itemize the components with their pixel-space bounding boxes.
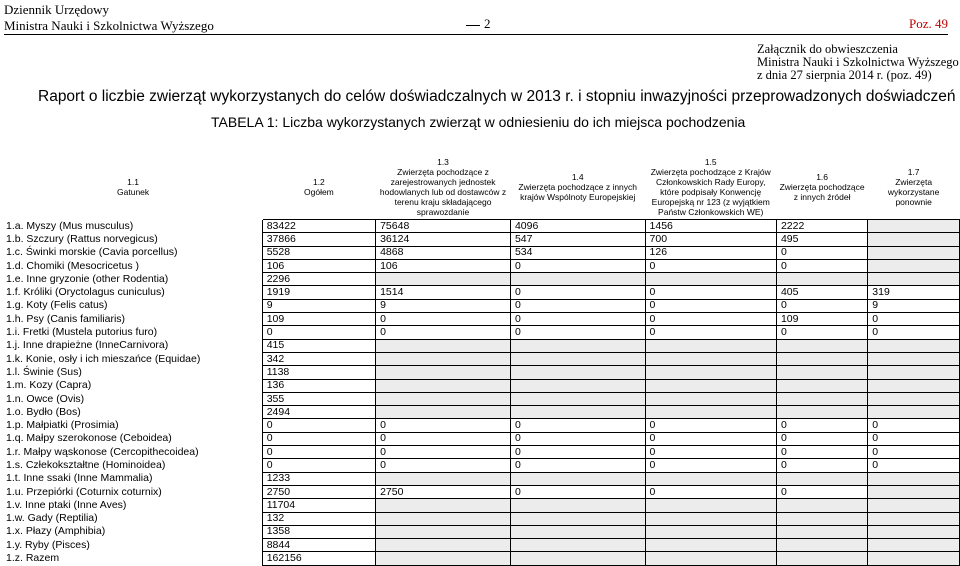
table-row	[4, 499, 960, 512]
species-label: 1.w. Gady (Reptilia)	[4, 512, 262, 525]
species-label: 1.t. Inne ssaki (Inne Mammalia)	[4, 472, 262, 485]
shaded-cell	[645, 406, 776, 419]
species-label: 1.n. Owce (Ovis)	[4, 392, 262, 405]
annex-line-1: Załącznik do obwieszczenia	[757, 42, 898, 56]
value-cell: 547	[510, 233, 645, 246]
value-cell: 0	[262, 419, 375, 432]
table-body	[4, 220, 960, 566]
table-row	[4, 512, 960, 525]
value-cell: 0	[510, 313, 645, 326]
value-cell: 0	[645, 299, 776, 312]
column-label: Zwierzęta pochodzące z zarejestrowanych jednostek hodowlanych lub od dostawców z terenu kraju składającego sprawozdanie	[379, 167, 507, 217]
shaded-cell	[645, 339, 776, 352]
shaded-cell	[868, 273, 960, 286]
value-cell: 0	[510, 459, 645, 472]
value-cell: 2494	[262, 406, 375, 419]
table-row	[4, 259, 960, 272]
value-cell: 0	[776, 459, 867, 472]
value-cell: 0	[510, 432, 645, 445]
value-cell: 0	[376, 432, 511, 445]
column-code: 1.3	[437, 157, 449, 167]
table-row	[4, 220, 960, 233]
species-label: 1.g. Koty (Felis catus)	[4, 299, 262, 312]
shaded-cell	[376, 499, 511, 512]
shaded-cell	[868, 366, 960, 379]
annex-line-3: z dnia 27 sierpnia 2014 r. (poz. 49)	[757, 68, 932, 82]
column-header-6	[776, 155, 867, 220]
shaded-cell	[510, 273, 645, 286]
shaded-cell	[868, 472, 960, 485]
table-row	[4, 273, 960, 286]
species-label: 1.u. Przepiórki (Coturnix coturnix)	[4, 485, 262, 498]
value-cell: 0	[510, 446, 645, 459]
shaded-cell	[776, 406, 867, 419]
shaded-cell	[868, 539, 960, 552]
annex-note	[757, 43, 959, 82]
table-header	[4, 155, 960, 220]
value-cell: 0	[868, 326, 960, 339]
shaded-cell	[868, 233, 960, 246]
table-row	[4, 485, 960, 498]
value-cell: 342	[262, 352, 375, 365]
shaded-cell	[776, 499, 867, 512]
shaded-cell	[645, 472, 776, 485]
journal-line-2: Ministra Nauki i Szkolnictwa Wyższego	[4, 18, 214, 33]
shaded-cell	[868, 525, 960, 538]
shaded-cell	[868, 485, 960, 498]
shaded-cell	[376, 406, 511, 419]
value-cell: 0	[776, 432, 867, 445]
value-cell: 2750	[376, 485, 511, 498]
value-cell: 9	[376, 299, 511, 312]
report-title: Raport o liczbie zwierząt wykorzystanych do celów doświadczalnych w 2013 r. i stopniu inwazyjności przeprowadzonych doświadczeń	[38, 88, 956, 105]
shaded-cell	[868, 246, 960, 259]
value-cell: 1456	[645, 220, 776, 233]
shaded-cell	[776, 472, 867, 485]
value-cell: 8844	[262, 539, 375, 552]
shaded-cell	[868, 259, 960, 272]
shaded-cell	[510, 352, 645, 365]
value-cell: 136	[262, 379, 375, 392]
shaded-cell	[510, 392, 645, 405]
value-cell: 0	[868, 459, 960, 472]
value-cell: 0	[868, 432, 960, 445]
species-label: 1.c. Świnki morskie (Cavia porcellus)	[4, 246, 262, 259]
shaded-cell	[868, 220, 960, 233]
table-row	[4, 406, 960, 419]
value-cell: 0	[376, 446, 511, 459]
shaded-cell	[376, 552, 511, 565]
species-label: 1.l. Świnie (Sus)	[4, 366, 262, 379]
shaded-cell	[376, 539, 511, 552]
shaded-cell	[510, 539, 645, 552]
shaded-cell	[868, 499, 960, 512]
species-label: 1.o. Bydło (Bos)	[4, 406, 262, 419]
shaded-cell	[776, 392, 867, 405]
shaded-cell	[776, 539, 867, 552]
species-label: 1.a. Myszy (Mus musculus)	[4, 220, 262, 233]
value-cell: 0	[376, 313, 511, 326]
shaded-cell	[645, 552, 776, 565]
value-cell: 106	[262, 259, 375, 272]
value-cell: 0	[776, 259, 867, 272]
shaded-cell	[776, 525, 867, 538]
value-cell: 415	[262, 339, 375, 352]
column-label: Zwierzęta pochodzące z innych źródeł	[779, 182, 865, 202]
table-row	[4, 459, 960, 472]
shaded-cell	[645, 392, 776, 405]
column-label: Zwierzęta wykorzystane ponownie	[887, 177, 940, 207]
value-cell: 0	[376, 326, 511, 339]
table-row	[4, 313, 960, 326]
value-cell: 9	[868, 299, 960, 312]
value-cell: 1233	[262, 472, 375, 485]
value-cell: 0	[645, 419, 776, 432]
value-cell: 0	[510, 419, 645, 432]
shaded-cell	[510, 512, 645, 525]
column-label: Zwierzęta pochodzące z Krajów Członkowskich Rady Europy, które podpisały Konwencję Europejską nr 123 (z wyjątkiem Państw Członkowskich WE)	[650, 167, 771, 217]
column-label: Gatunek	[117, 187, 150, 197]
value-cell: 0	[510, 485, 645, 498]
species-label: 1.y. Ryby (Pisces)	[4, 539, 262, 552]
value-cell: 2750	[262, 485, 375, 498]
value-cell: 0	[645, 459, 776, 472]
species-label: 1.k. Konie, osły i ich mieszańce (Equidae)	[4, 352, 262, 365]
table-row	[4, 352, 960, 365]
value-cell: 0	[645, 446, 776, 459]
shaded-cell	[645, 379, 776, 392]
shaded-cell	[510, 552, 645, 565]
species-label: 1.e. Inne gryzonie (other Rodentia)	[4, 273, 262, 286]
value-cell: 0	[376, 419, 511, 432]
shaded-cell	[645, 352, 776, 365]
species-label: 1.r. Małpy wąskonose (Cercopithecoidea)	[4, 446, 262, 459]
value-cell: 355	[262, 392, 375, 405]
value-cell: 75648	[376, 220, 511, 233]
shaded-cell	[868, 552, 960, 565]
shaded-cell	[645, 525, 776, 538]
value-cell: 106	[376, 259, 511, 272]
value-cell: 132	[262, 512, 375, 525]
value-cell: 0	[776, 485, 867, 498]
shaded-cell	[376, 273, 511, 286]
table-row	[4, 552, 960, 565]
shaded-cell	[510, 406, 645, 419]
shaded-cell	[376, 512, 511, 525]
table-row	[4, 432, 960, 445]
shaded-cell	[776, 366, 867, 379]
shaded-cell	[645, 366, 776, 379]
value-cell: 0	[645, 313, 776, 326]
species-label: 1.d. Chomiki (Mesocricetus )	[4, 259, 262, 272]
column-header-5	[645, 155, 776, 220]
value-cell: 0	[510, 326, 645, 339]
column-header-7	[868, 155, 960, 220]
value-cell: 0	[776, 326, 867, 339]
table-title: TABELA 1: Liczba wykorzystanych zwierząt w odniesieniu do ich miejsca pochodzenia	[211, 114, 746, 130]
value-cell: 0	[776, 299, 867, 312]
value-cell: 0	[868, 446, 960, 459]
value-cell: 1138	[262, 366, 375, 379]
column-code: 1.6	[816, 172, 829, 182]
value-cell: 700	[645, 233, 776, 246]
value-cell: 109	[776, 313, 867, 326]
shaded-cell	[868, 512, 960, 525]
value-cell: 0	[262, 432, 375, 445]
value-cell: 0	[645, 326, 776, 339]
value-cell: 0	[262, 446, 375, 459]
species-label: 1.v. Inne ptaki (Inne Aves)	[4, 499, 262, 512]
shaded-cell	[376, 472, 511, 485]
shaded-cell	[868, 339, 960, 352]
page-number-text: 2	[484, 16, 491, 31]
position-number: Poz. 49	[909, 16, 948, 31]
shaded-cell	[510, 499, 645, 512]
shaded-cell	[376, 339, 511, 352]
value-cell: 36124	[376, 233, 511, 246]
shaded-cell	[510, 339, 645, 352]
shaded-cell	[776, 379, 867, 392]
shaded-cell	[510, 472, 645, 485]
species-label: 1.f. Króliki (Oryctolagus cuniculus)	[4, 286, 262, 299]
value-cell: 0	[510, 259, 645, 272]
shaded-cell	[376, 379, 511, 392]
species-label: 1.z. Razem	[4, 552, 262, 565]
value-cell: 405	[776, 286, 867, 299]
column-code: 1.7	[907, 167, 920, 177]
table-row	[4, 326, 960, 339]
column-header-4	[510, 155, 645, 220]
table-row	[4, 233, 960, 246]
shaded-cell	[776, 339, 867, 352]
table-row	[4, 525, 960, 538]
value-cell: 5528	[262, 246, 375, 259]
column-label: Ogółem	[304, 187, 334, 197]
shaded-cell	[868, 352, 960, 365]
shaded-cell	[645, 539, 776, 552]
table-row	[4, 246, 960, 259]
table-row	[4, 392, 960, 405]
column-label: Zwierzęta pochodzące z innych krajów Wspólnoty Europejskiej	[518, 182, 638, 202]
table-row	[4, 339, 960, 352]
value-cell: 4868	[376, 246, 511, 259]
value-cell: 0	[645, 432, 776, 445]
species-label: 1.s. Człekokształtne (Hominoidea)	[4, 459, 262, 472]
value-cell: 0	[262, 459, 375, 472]
table-row	[4, 286, 960, 299]
shaded-cell	[376, 525, 511, 538]
value-cell: 0	[776, 419, 867, 432]
dash-mark	[466, 25, 480, 26]
value-cell: 319	[868, 286, 960, 299]
value-cell: 126	[645, 246, 776, 259]
shaded-cell	[776, 552, 867, 565]
shaded-cell	[376, 392, 511, 405]
value-cell: 0	[868, 419, 960, 432]
value-cell: 109	[262, 313, 375, 326]
column-header-1	[4, 155, 262, 220]
table-row	[4, 472, 960, 485]
value-cell: 0	[645, 259, 776, 272]
species-label: 1.q. Małpy szerokonose (Ceboidea)	[4, 432, 262, 445]
shaded-cell	[776, 512, 867, 525]
species-label: 1.j. Inne drapieżne (InneCarnivora)	[4, 339, 262, 352]
species-label: 1.b. Szczury (Rattus norvegicus)	[4, 233, 262, 246]
annex-line-2: Ministra Nauki i Szkolnictwa Wyższego	[757, 55, 959, 69]
value-cell: 2222	[776, 220, 867, 233]
page-number	[466, 16, 491, 32]
shaded-cell	[645, 499, 776, 512]
value-cell: 162156	[262, 552, 375, 565]
table-row	[4, 419, 960, 432]
table-row	[4, 539, 960, 552]
column-code: 1.1	[127, 177, 139, 187]
column-code: 1.2	[312, 177, 325, 187]
table-row	[4, 379, 960, 392]
column-code: 1.4	[571, 172, 584, 182]
shaded-cell	[510, 379, 645, 392]
species-label: 1.x. Płazy (Amphibia)	[4, 525, 262, 538]
value-cell: 495	[776, 233, 867, 246]
value-cell: 0	[868, 313, 960, 326]
shaded-cell	[868, 392, 960, 405]
column-code: 1.5	[704, 157, 717, 167]
table-row	[4, 366, 960, 379]
column-header-2	[262, 155, 375, 220]
value-cell: 83422	[262, 220, 375, 233]
journal-name	[4, 2, 214, 34]
value-cell: 2296	[262, 273, 375, 286]
species-label: 1.m. Kozy (Capra)	[4, 379, 262, 392]
value-cell: 37866	[262, 233, 375, 246]
value-cell: 1919	[262, 286, 375, 299]
species-label: 1.h. Psy (Canis familiaris)	[4, 313, 262, 326]
shaded-cell	[868, 406, 960, 419]
shaded-cell	[776, 352, 867, 365]
value-cell: 1514	[376, 286, 511, 299]
shaded-cell	[776, 273, 867, 286]
value-cell: 534	[510, 246, 645, 259]
shaded-cell	[645, 273, 776, 286]
value-cell: 4096	[510, 220, 645, 233]
species-label: 1.i. Fretki (Mustela putorius furo)	[4, 326, 262, 339]
value-cell: 0	[376, 459, 511, 472]
column-header-3	[376, 155, 511, 220]
journal-line-1: Dziennik Urzędowy	[4, 2, 110, 17]
value-cell: 0	[645, 485, 776, 498]
species-label: 1.p. Małpiatki (Prosimia)	[4, 419, 262, 432]
shaded-cell	[645, 512, 776, 525]
value-cell: 9	[262, 299, 375, 312]
value-cell: 0	[776, 446, 867, 459]
value-cell: 1358	[262, 525, 375, 538]
shaded-cell	[376, 352, 511, 365]
header-rule	[4, 34, 948, 35]
value-cell: 0	[645, 286, 776, 299]
shaded-cell	[376, 366, 511, 379]
value-cell: 0	[510, 286, 645, 299]
table-row	[4, 299, 960, 312]
table-row	[4, 446, 960, 459]
value-cell: 0	[262, 326, 375, 339]
value-cell: 11704	[262, 499, 375, 512]
value-cell: 0	[510, 299, 645, 312]
animals-table	[4, 155, 960, 566]
shaded-cell	[510, 525, 645, 538]
shaded-cell	[510, 366, 645, 379]
shaded-cell	[868, 379, 960, 392]
value-cell: 0	[776, 246, 867, 259]
